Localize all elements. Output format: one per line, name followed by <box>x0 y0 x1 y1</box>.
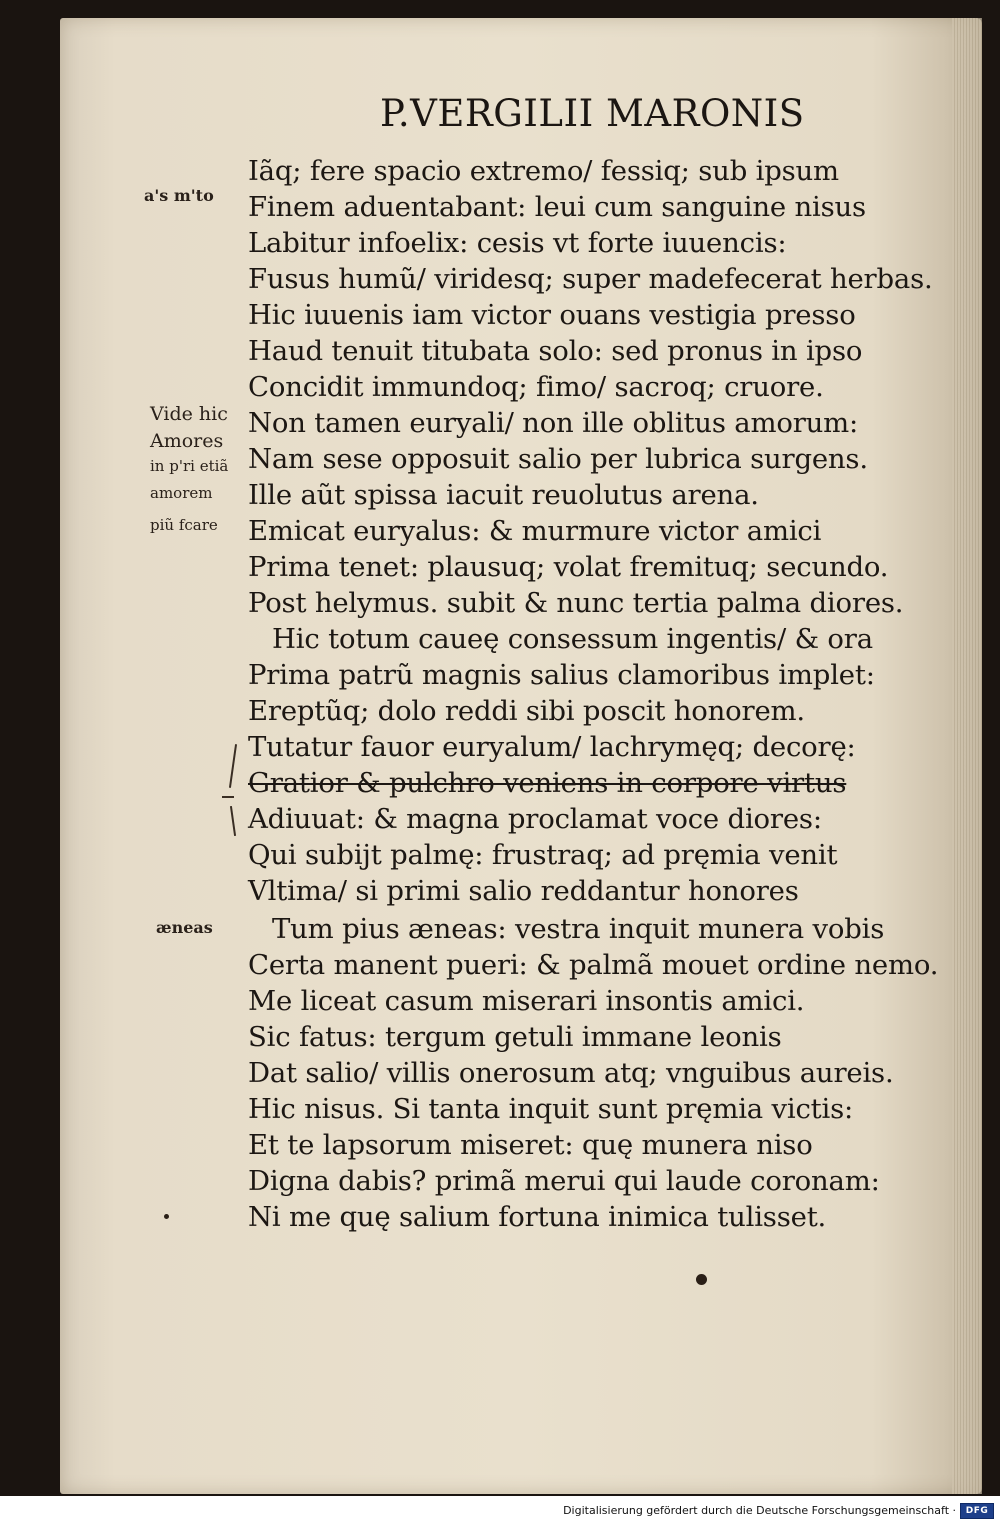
verse-line: Dat salio/ villis onerosum atq; vnguibus aureis. <box>248 1057 894 1089</box>
verse-line: Hic iuuenis iam victor ouans vestigia presso <box>248 299 856 331</box>
verse-line: Iãq; fere spacio extremo/ fessiq; sub ipsum <box>248 155 839 187</box>
verse-line: Certa manent pueri: & palmã mouet ordine nemo. <box>248 949 939 981</box>
verse-line: Nam sese opposuit salio per lubrica surgens. <box>248 443 868 475</box>
margin-stroke <box>222 796 234 798</box>
verse-line: Fusus humũ/ viridesq; super madefecerat herbas. <box>248 263 933 295</box>
ink-dot <box>164 1214 169 1219</box>
margin-gloss: in p'ri etiã <box>150 457 229 475</box>
verse-line: Tum pius æneas: vestra inquit munera vobis <box>272 913 885 945</box>
verse-line: Ni me quę salium fortuna inimica tulisset. <box>248 1201 827 1233</box>
margin-gloss: æneas <box>156 918 213 937</box>
verse-line: Ereptũq; dolo reddi sibi poscit honorem. <box>248 695 805 727</box>
verse-line: Emicat euryalus: & murmure victor amici <box>248 515 822 547</box>
verse-line: Ille aũt spissa iacuit reuolutus arena. <box>248 479 759 511</box>
verse-line: Concidit immundoq; fimo/ sacroq; cruore. <box>248 371 824 403</box>
verse-line: Digna dabis? primã merui qui laude coronam: <box>248 1165 880 1197</box>
verse-line: Finem aduentabant: leui cum sanguine nisus <box>248 191 866 223</box>
ink-dot <box>696 1274 707 1285</box>
running-head: P.VERGILII MARONIS <box>380 92 805 135</box>
page-edge <box>952 18 982 1494</box>
verse-line: Non tamen euryali/ non ille oblitus amorum: <box>248 407 859 439</box>
margin-gloss: Vide hic <box>150 403 228 425</box>
verse-line: Vltima/ si primi salio reddantur honores <box>248 875 799 907</box>
verse-line: Qui subijt palmę: frustraq; ad pręmia venit <box>248 839 838 871</box>
margin-gloss: Amores <box>150 430 224 452</box>
verse-line-struck: Gratior & pulchro veniens in corpore virtus <box>248 767 847 799</box>
margin-gloss: piũ fcare <box>150 516 218 534</box>
margin-gloss: a's m'to <box>144 186 214 205</box>
verse-line: Post helymus. subit & nunc tertia palma diores. <box>248 587 904 619</box>
verse-line: Prima tenet: plausuq; volat fremituq; secundo. <box>248 551 889 583</box>
verse-line: Hic nisus. Si tanta inquit sunt pręmia victis: <box>248 1093 854 1125</box>
dfg-logo-icon: DFG <box>960 1503 994 1519</box>
verse-line: Haud tenuit titubata solo: sed pronus in ipso <box>248 335 863 367</box>
verse-line: Tutatur fauor euryalum/ lachrymęq; decorę: <box>248 731 856 763</box>
funding-credit: Digitalisierung gefördert durch die Deutsche Forschungsgemeinschaft · <box>563 1504 956 1517</box>
footer-bar <box>0 1496 1000 1524</box>
verse-line: Adiuuat: & magna proclamat voce diores: <box>248 803 822 835</box>
verse-line: Prima patrũ magnis salius clamoribus implet: <box>248 659 875 691</box>
verse-line: Hic totum caueę consessum ingentis/ & ora <box>272 623 873 655</box>
verse-line: Sic fatus: tergum getuli immane leonis <box>248 1021 782 1053</box>
verse-line: Me liceat casum miserari insontis amici. <box>248 985 805 1017</box>
verse-line: Labitur infoelix: cesis vt forte iuuencis: <box>248 227 787 259</box>
verse-line: Et te lapsorum miseret: quę munera niso <box>248 1129 813 1161</box>
margin-gloss: amorem <box>150 484 213 502</box>
